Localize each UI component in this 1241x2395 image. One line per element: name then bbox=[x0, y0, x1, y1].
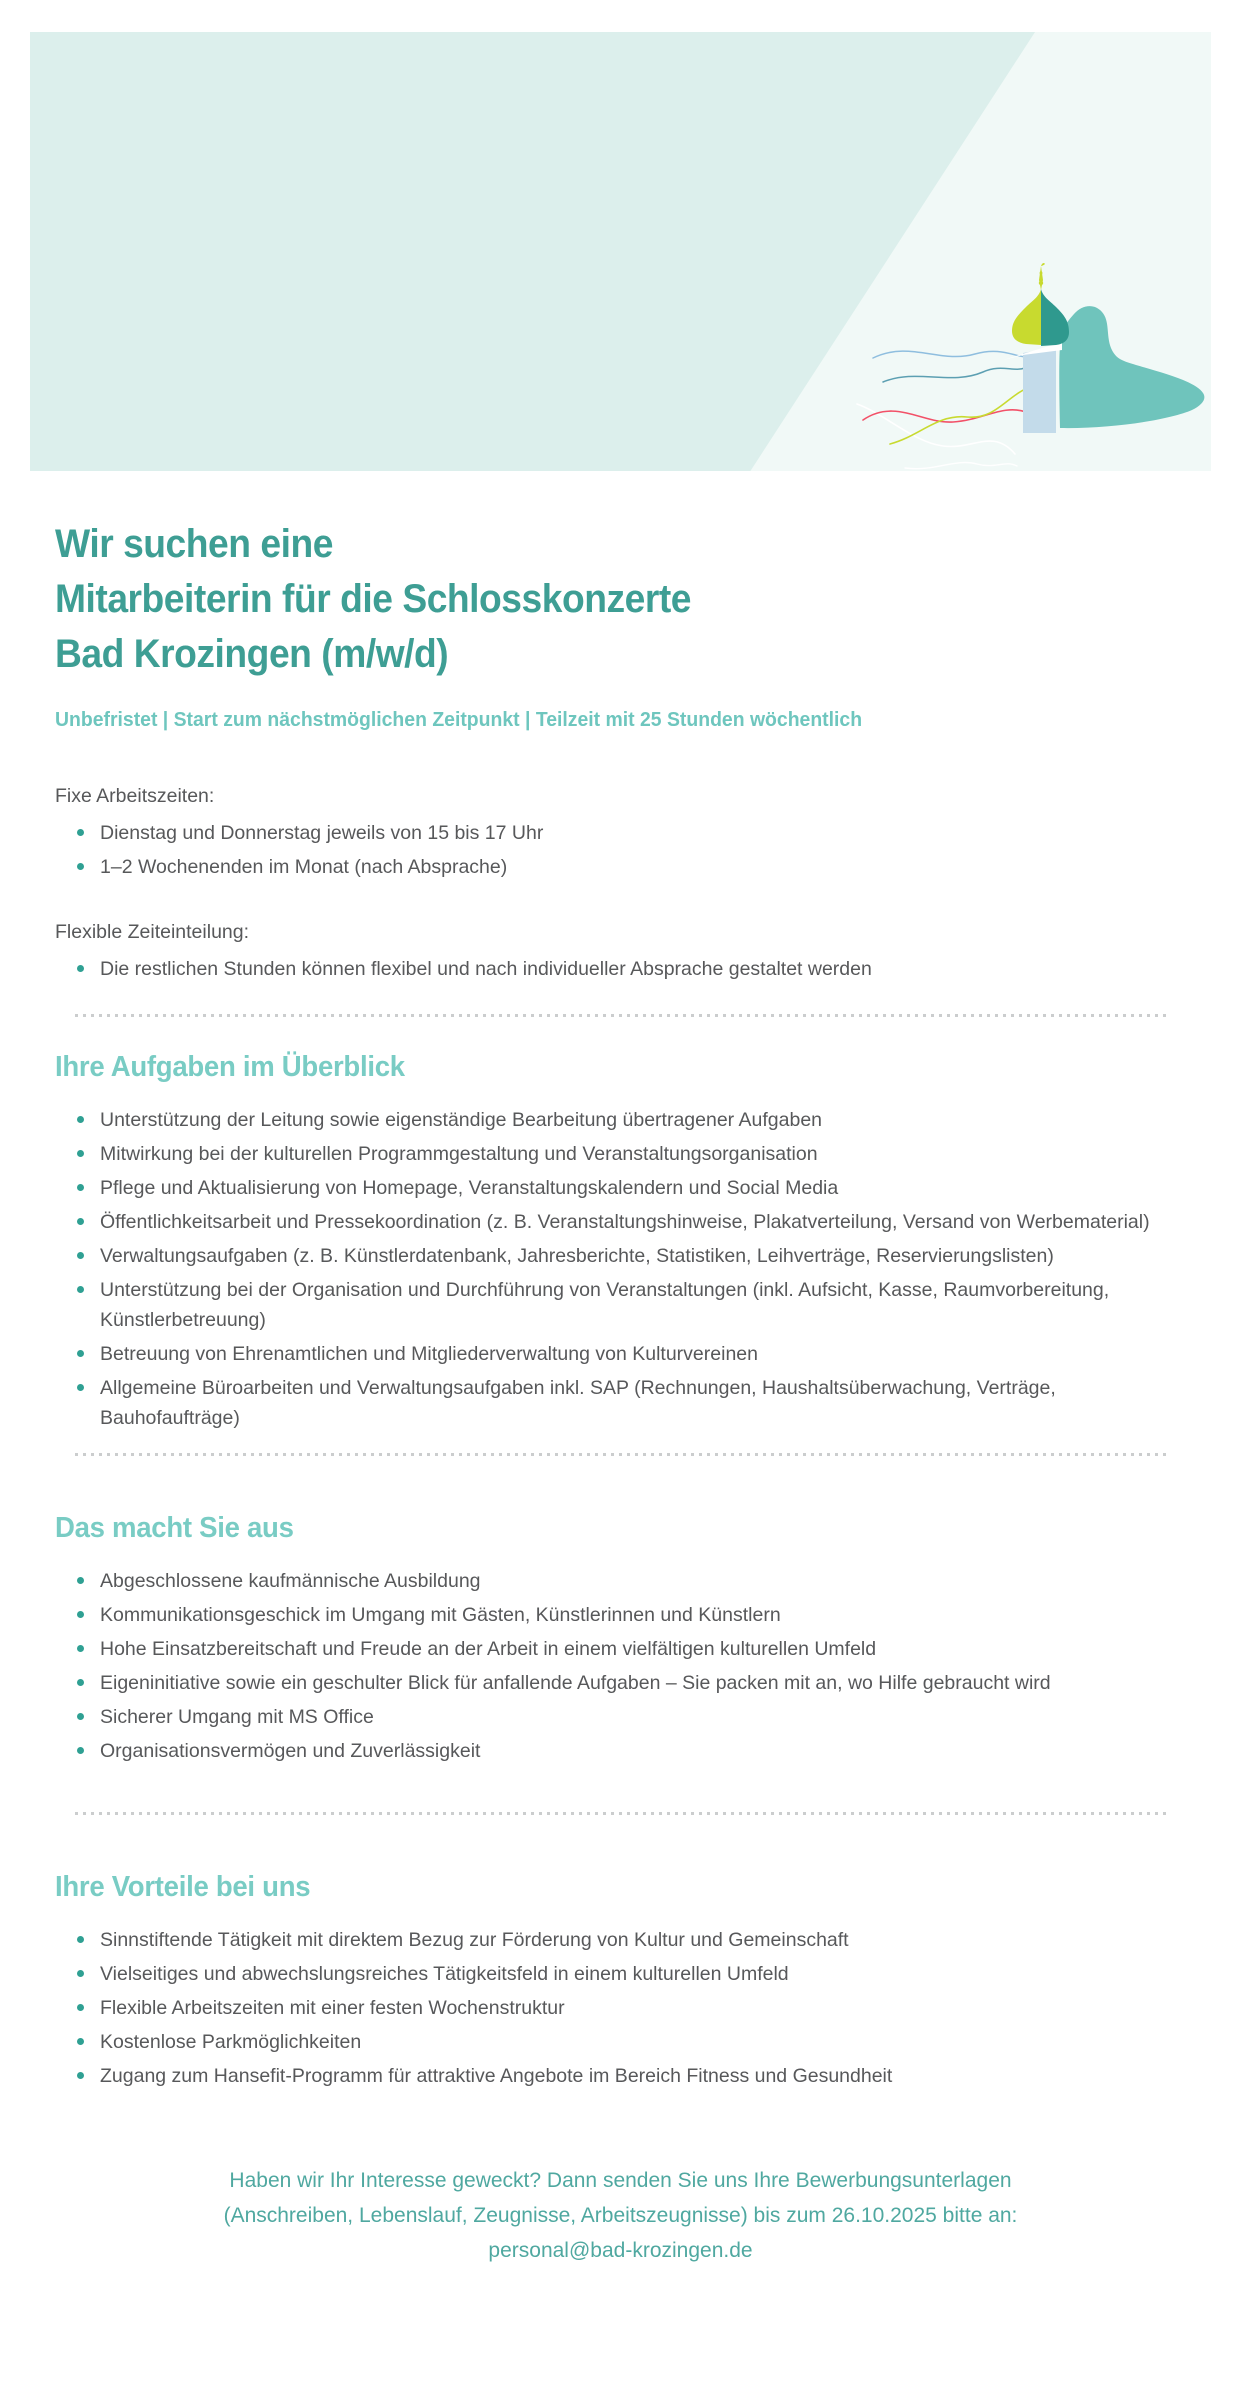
list-item-text: Allgemeine Büroarbeiten und Verwaltungsaufgaben inkl. SAP (Rechnungen, Haushaltsüberwachung, Verträge, Bauhofaufträge) bbox=[100, 1377, 1056, 1429]
piano-shape bbox=[1059, 306, 1204, 428]
list-item-text: Sicherer Umgang mit MS Office bbox=[100, 1706, 374, 1728]
bullet-icon bbox=[77, 1713, 84, 1720]
title-line-3: Bad Krozingen (m/w/d) bbox=[55, 632, 449, 676]
vorteile-list bbox=[55, 1923, 1171, 2093]
bullet-icon bbox=[77, 1184, 84, 1191]
list-item-text: Mitwirkung bei der kulturellen Programmgestaltung und Veranstaltungsorganisation bbox=[100, 1143, 818, 1165]
page-title bbox=[55, 517, 1093, 682]
bullet-icon bbox=[77, 1286, 84, 1293]
bullet-icon bbox=[77, 863, 84, 870]
bullet-icon bbox=[77, 1679, 84, 1686]
bullet-icon bbox=[77, 1936, 84, 1943]
bullet-icon bbox=[77, 1150, 84, 1157]
bullet-icon bbox=[77, 1611, 84, 1618]
section-divider bbox=[75, 1014, 1171, 1017]
list-item bbox=[55, 1923, 1171, 1957]
job-ad-flyer bbox=[0, 32, 1241, 2395]
contact-email: personal@bad-krozingen.de bbox=[488, 2239, 753, 2262]
list-item bbox=[55, 1205, 1171, 1239]
list-item bbox=[55, 1632, 1171, 1666]
section-title-aufgaben: Ihre Aufgaben im Überblick bbox=[55, 1051, 405, 1083]
bullet-icon bbox=[77, 2038, 84, 2045]
list-item bbox=[55, 1700, 1171, 1734]
main-content bbox=[0, 517, 1241, 2093]
bullet-icon bbox=[77, 1577, 84, 1584]
list-item-text: Kommunikationsgeschick im Umgang mit Gästen, Künstlerinnen und Künstlern bbox=[100, 1604, 781, 1626]
list-item-text: Unterstützung bei der Organisation und Durchführung von Veranstaltungen (inkl. Aufsicht, Kasse, Raumvorbereitung, Künstlerbetreuung) bbox=[100, 1279, 1110, 1331]
bullet-icon bbox=[77, 2072, 84, 2079]
flexible-hours-list bbox=[55, 952, 1171, 986]
bullet-icon bbox=[77, 1645, 84, 1652]
employment-terms-subtitle: Unbefristet | Start zum nächstmöglichen Zeitpunkt | Teilzeit mit 25 Stunden wöchentlich bbox=[55, 709, 863, 731]
bullet-icon bbox=[77, 829, 84, 836]
bullet-icon bbox=[77, 1350, 84, 1357]
bullet-icon bbox=[77, 1252, 84, 1259]
bullet-icon bbox=[77, 2004, 84, 2011]
list-item bbox=[55, 1239, 1171, 1273]
onion-dome-right bbox=[1041, 289, 1069, 346]
list-item-text: Kostenlose Parkmöglichkeiten bbox=[100, 2031, 362, 2053]
list-item-text: Dienstag und Donnerstag jeweils von 15 bis 17 Uhr bbox=[100, 822, 544, 844]
section-title-profil: Das macht Sie aus bbox=[55, 1512, 294, 1544]
list-item-text: Organisationsvermögen und Zuverlässigkeit bbox=[100, 1740, 481, 1762]
list-item bbox=[55, 1337, 1171, 1371]
bullet-icon bbox=[77, 965, 84, 972]
list-item bbox=[55, 1103, 1171, 1137]
application-footer bbox=[0, 2163, 1241, 2268]
list-item bbox=[55, 2059, 1171, 2093]
list-item-text: Zugang zum Hansefit-Programm für attraktive Angebote im Bereich Fitness und Gesundheit bbox=[100, 2065, 893, 2087]
list-item-text: Verwaltungsaufgaben (z. B. Künstlerdatenbank, Jahresberichte, Statistiken, Leihverträge, Reservierungslisten) bbox=[100, 1245, 1054, 1267]
list-item bbox=[55, 952, 1171, 986]
list-item bbox=[55, 1666, 1171, 1700]
list-item bbox=[55, 1273, 1171, 1337]
list-item bbox=[55, 1991, 1171, 2025]
list-item bbox=[55, 1598, 1171, 1632]
fixed-hours-group bbox=[55, 782, 1171, 884]
section-title-vorteile: Ihre Vorteile bei uns bbox=[55, 1871, 311, 1903]
flexible-hours-label: Flexible Zeiteinteilung: bbox=[55, 921, 250, 943]
bullet-icon bbox=[77, 1970, 84, 1977]
fixed-hours-list bbox=[55, 816, 1171, 884]
footer-line-1: Haben wir Ihr Interesse geweckt? Dann senden Sie uns Ihre Bewerbungsunterlagen bbox=[229, 2169, 1012, 2192]
section-divider bbox=[75, 1812, 1171, 1815]
flexible-hours-group bbox=[55, 918, 1171, 986]
list-item bbox=[55, 1171, 1171, 1205]
title-line-2: Mitarbeiterin für die Schlosskonzerte bbox=[55, 577, 692, 621]
church-tower-icon bbox=[1023, 347, 1056, 433]
list-item bbox=[55, 850, 1171, 884]
list-item-text: Pflege und Aktualisierung von Homepage, Veranstaltungskalendern und Social Media bbox=[100, 1177, 839, 1199]
list-item bbox=[55, 1734, 1171, 1768]
bullet-icon bbox=[77, 1384, 84, 1391]
list-item-text: Abgeschlossene kaufmännische Ausbildung bbox=[100, 1570, 481, 1592]
footer-line-2: (Anschreiben, Lebenslauf, Zeugnisse, Arbeitszeugnisse) bis zum 26.10.2025 bitte an: bbox=[223, 2204, 1018, 2227]
title-line-1: Wir suchen eine bbox=[55, 522, 333, 566]
list-item-text: Eigeninitiative sowie ein geschulter Blick für anfallende Aufgaben – Sie packen mit an, wo Hilfe gebraucht wird bbox=[100, 1672, 1051, 1694]
list-item bbox=[55, 816, 1171, 850]
list-item-text: 1–2 Wochenenden im Monat (nach Absprache) bbox=[100, 856, 508, 878]
list-item-text: Die restlichen Stunden können flexibel und nach individueller Absprache gestaltet werden bbox=[100, 958, 872, 980]
bullet-icon bbox=[77, 1218, 84, 1225]
list-item bbox=[55, 1564, 1171, 1598]
list-item-text: Flexible Arbeitszeiten mit einer festen Wochenstruktur bbox=[100, 1997, 565, 2019]
list-item-text: Vielseitiges und abwechslungsreiches Tätigkeitsfeld in einem kulturellen Umfeld bbox=[100, 1963, 789, 1985]
list-item-text: Betreuung von Ehrenamtlichen und Mitgliederverwaltung von Kulturvereinen bbox=[100, 1343, 758, 1365]
list-item bbox=[55, 1371, 1171, 1435]
bullet-icon bbox=[77, 1116, 84, 1123]
fixed-hours-label: Fixe Arbeitszeiten: bbox=[55, 785, 215, 807]
list-item-text: Unterstützung der Leitung sowie eigenständige Bearbeitung übertragener Aufgaben bbox=[100, 1109, 823, 1131]
header-banner bbox=[30, 32, 1211, 471]
section-divider bbox=[75, 1453, 1171, 1456]
list-item-text: Sinnstiftende Tätigkeit mit direktem Bezug zur Förderung von Kultur und Gemeinschaft bbox=[100, 1929, 849, 1951]
list-item bbox=[55, 1957, 1171, 1991]
bullet-icon bbox=[77, 1747, 84, 1754]
profil-list bbox=[55, 1564, 1171, 1768]
spire-icon bbox=[1039, 263, 1045, 290]
onion-dome-left bbox=[1012, 289, 1041, 345]
aufgaben-list bbox=[55, 1103, 1171, 1435]
list-item-text: Hohe Einsatzbereitschaft und Freude an der Arbeit in einem vielfältigen kulturellen Umfeld bbox=[100, 1638, 877, 1660]
list-item bbox=[55, 1137, 1171, 1171]
castle-tower-and-piano-logo-icon bbox=[855, 262, 1211, 471]
music-wave-lines bbox=[857, 351, 1033, 469]
list-item-text: Öffentlichkeitsarbeit und Pressekoordination (z. B. Veranstaltungshinweise, Plakatverteilung, Versand von Werbematerial) bbox=[100, 1211, 1150, 1233]
list-item bbox=[55, 2025, 1171, 2059]
